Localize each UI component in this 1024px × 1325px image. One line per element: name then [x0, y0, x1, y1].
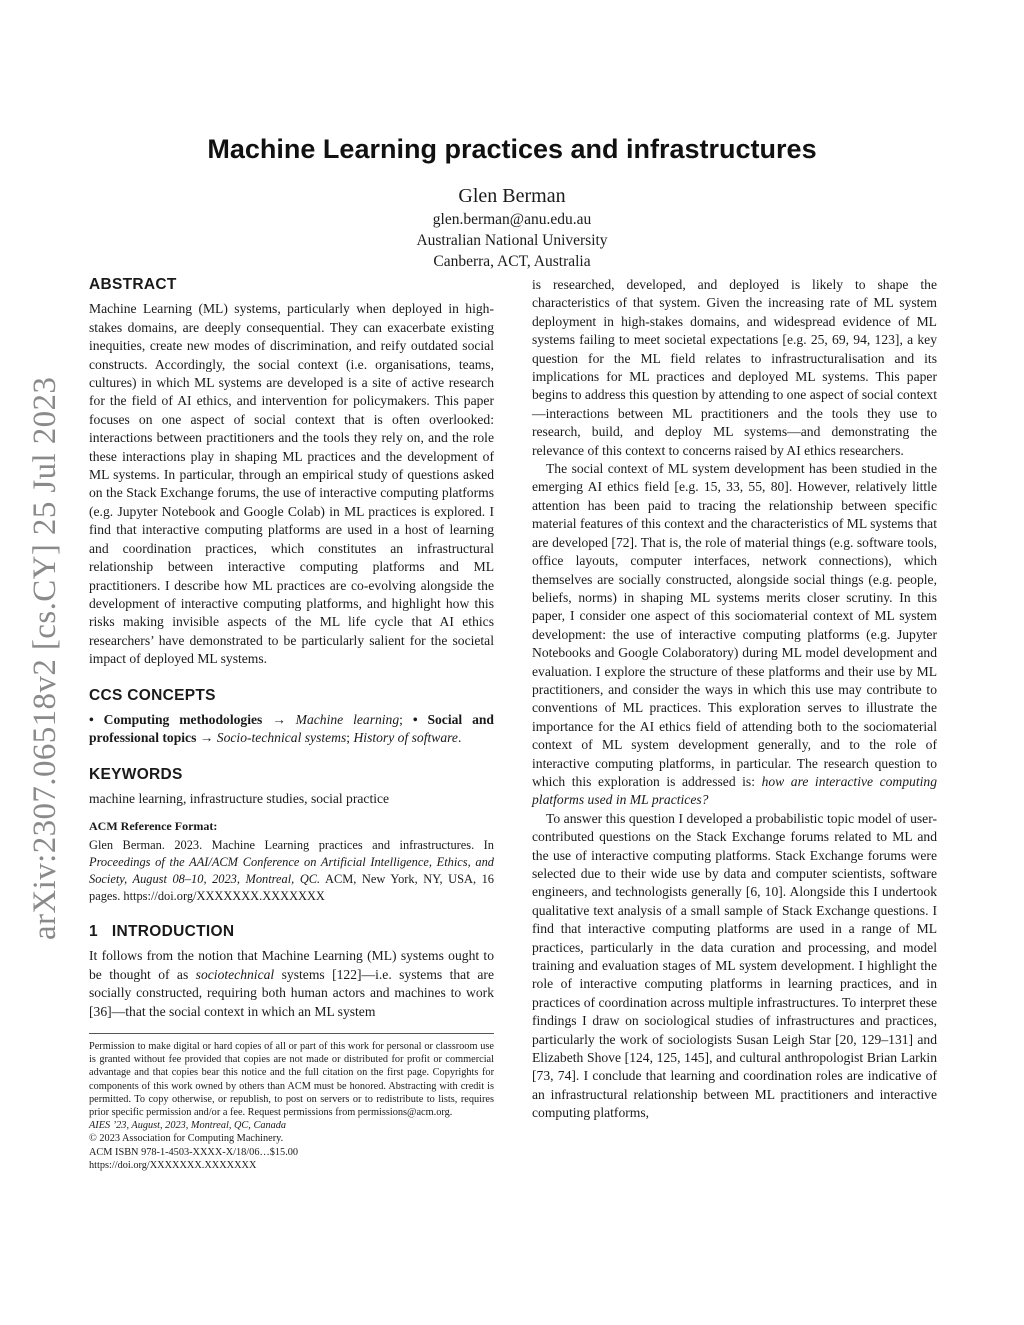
body-paragraph: is researched, developed, and deployed is likely to shape the characteristics of that system. Given the increasing rate of ML system deployment in high-stakes domains, and widespread evidence of ML systems failing to meet societal expectations [e.g. 25, 69, 94, 123], a key question for the ML field relates to infrastructuralisation and its implications for ML practices and deployed ML systems. This paper begins to address this question by attending to one aspect of social context—interactions between ML practitioners and the tools they use to research, build, and deploy ML systems—and demonstrating the relevance of this context to concerns raised by AI ethics researchers.: [532, 277, 937, 458]
section-title: INTRODUCTION: [111, 922, 235, 940]
ccs-subterm: Machine learning: [295, 711, 400, 727]
conference-info: AIES ’23, August, 2023, Montreal, QC, Canada: [89, 1120, 287, 1132]
ccs-separator: ;: [399, 711, 403, 727]
acm-ref-venue: Proceedings of the AAI/ACM Conference on Artificial Intelligence, Ethics, and Society, August 08–10, 2023, Montreal, QC.: [89, 854, 494, 886]
ccs-heading: CCS CONCEPTS: [89, 686, 216, 704]
body-paragraph: To answer this question I developed a probabilistic topic model of user-contributed questions on the Stack Exchange forums related to ML and the use of interactive computing platforms. Stack Exchange forums were selected due to their wide use by data and computer scientists, software engineers, and technologists generally [6, 10]. Alongside this I undertook qualitative text analysis of a small sample of Stack Exchange questions. I find that interactive computing platforms are used in a range of ML practices, particularly in the data curation and processing, and model training and evaluation stages of ML system development. I highlight the role of interactive computing platforms in learning practices, and in practices of coordination across multiple infrastructures. To interpret these findings I draw on sociological studies of infrastructures and practices, particularly the work of sociologists Susan Leigh Star [20, 129–131] and Elizabeth Shove [124, 125, 145], and cultural anthropologist Brian Larkin [73, 74]. I conclude that learning and coordination roles are indicative of an infrastructural relationship between ML practitioners and interactive computing platforms,: [532, 810, 937, 1121]
ccs-subterm: Socio-technical systems: [216, 730, 347, 746]
ccs-bullet: •: [412, 711, 418, 727]
body-text: The social context of ML system development has been studied in the emerging AI ethics field [e.g. 15, 33, 55, 80]. However, relatively little attention has been paid to tracing the relationship between specific material features of this context and the characteristics of ML systems that are developed [72]. That is, the role of material things (e.g. software tools, office layouts, computer interfaces, network connections), which themselves are socially constructed, alongside social things (e.g. people, beliefs, norms) in shaping ML systems merits closer scrutiny. In this paper, I consider one aspect of this sociomaterial context of ML system development: the use of interactive computing platforms (e.g. Jupyter Notebooks and Google Colaboratory) during ML model development and evaluation. I explore the structure of these platforms and their use by ML practitioners, and consider the ways in which this use may contribute to conventions of ML practices. This exploration serves to illustrate the importance for the AI ethics field of attending both to the sociomaterial context of ML system development generally, and to the role of interactive computing platforms, in particular. The research question to which this exploration is addressed is:: [532, 461, 937, 789]
left-column: [89, 276, 494, 1021]
author-email: glen.berman@anu.edu.au: [432, 211, 592, 228]
author-affiliation: Australian National University: [416, 232, 608, 249]
intro-text-a: It follows from the notion that Machine Learning (ML) systems ought to be thought of as: [89, 948, 494, 982]
abstract-heading: ABSTRACT: [89, 276, 177, 293]
right-column: [532, 276, 937, 1123]
copyright-line: © 2023 Association for Computing Machinery.: [89, 1133, 284, 1145]
ccs-end: .: [457, 730, 462, 746]
section-number: 1: [89, 922, 98, 940]
keywords-text: machine learning, infrastructure studies, social practice: [89, 791, 390, 807]
abstract-text: Machine Learning (ML) systems, particularly when deployed in high-stakes domains, are deeply consequential. They can exacerbate existing inequities, create new modes of discrimination, and reify outdated social constructs. Accordingly, the social context (i.e. organisations, teams, cultures) in which ML systems are developed is a site of active research for the field of AI ethics, and intervention for policymakers. This paper focuses on one aspect of social context that is often overlooked: interactions between practitioners and the tools they rely on, and the role these interactions play in shaping ML practices and the development of ML systems. In particular, through an empirical study of questions asked on the Stack Exchange forums, the use of interactive computing platforms (e.g. Jupyter Notebook and Google Colab) in ML practices is explored. I find that interactive computing platforms are used in a host of learning and coordination practices, which constitutes an infrastructural relationship between interactive computing platforms and ML practitioners. I describe how ML practices are co-evolving alongside the development of interactive computing platforms, and highlight how this risks making invisible aspects of the ML life cycle that AI ethics researchers’ have demonstrated to be particularly salient for the societal impact of deployed ML systems.: [89, 301, 494, 667]
permission-footnote: [89, 1040, 494, 1172]
doi-line: https://doi.org/XXXXXXX.XXXXXXX: [89, 1159, 257, 1171]
author-block: [0, 183, 1024, 272]
arxiv-identifier: arXiv:2307.06518v2 [cs.CY] 25 Jul 2023: [27, 376, 63, 940]
body-paragraph: [532, 460, 937, 810]
intro-heading: [89, 923, 494, 941]
intro-emphasis: sociotechnical: [195, 966, 275, 982]
acm-ref-text: [89, 837, 494, 905]
ccs-arrow: →: [199, 730, 214, 746]
paper-title: Machine Learning practices and infrastructures: [207, 134, 817, 164]
isbn-line: ACM ISBN 978-1-4503-XXXX-X/18/06…$15.00: [89, 1146, 299, 1158]
keywords-heading: KEYWORDS: [89, 765, 183, 783]
author-location: Canberra, ACT, Australia: [433, 253, 591, 270]
ccs-term: Computing methodologies: [103, 711, 263, 727]
ccs-subterm: History of software: [353, 730, 458, 746]
research-question: how are interactive computing platforms used in ML practices?: [532, 773, 937, 808]
ccs-term: Social and professional topics: [89, 711, 494, 746]
ccs-bullet: •: [89, 711, 94, 727]
acm-ref-post: ACM, New York, NY, USA, 16 pages. https://doi.org/XXXXXXX.XXXXXXX: [89, 871, 495, 903]
ccs-separator: ;: [346, 730, 351, 746]
acm-ref-pre: Glen Berman. 2023. Machine Learning practices and infrastructures. In: [89, 837, 494, 852]
intro-paragraph: [89, 947, 494, 1021]
ccs-concepts: [89, 711, 494, 748]
acm-ref-heading: ACM Reference Format:: [89, 818, 218, 833]
author-name: Glen Berman: [458, 185, 566, 207]
permission-text: Permission to make digital or hard copies of all or part of this work for personal or classroom use is granted without fee provided that copies are not made or distributed for profit or commercial advantage and that copies bear this notice and the full citation on the first page. Copyrights for components of this work owned by others than ACM must be honored. Abstracting with credit is permitted. To copy otherwise, or republish, to post on servers or to redistribute to lists, requires prior specific permission and/or a fee. Request permissions from permissions@acm.org.: [89, 1041, 494, 1119]
intro-text-b: systems [122]—i.e. systems that are socially constructed, requiring both human actors and machines to work [36]—that the social context in which an ML system: [89, 966, 494, 1019]
ccs-arrow: →: [272, 711, 286, 727]
footnote-rule: [89, 1033, 494, 1034]
